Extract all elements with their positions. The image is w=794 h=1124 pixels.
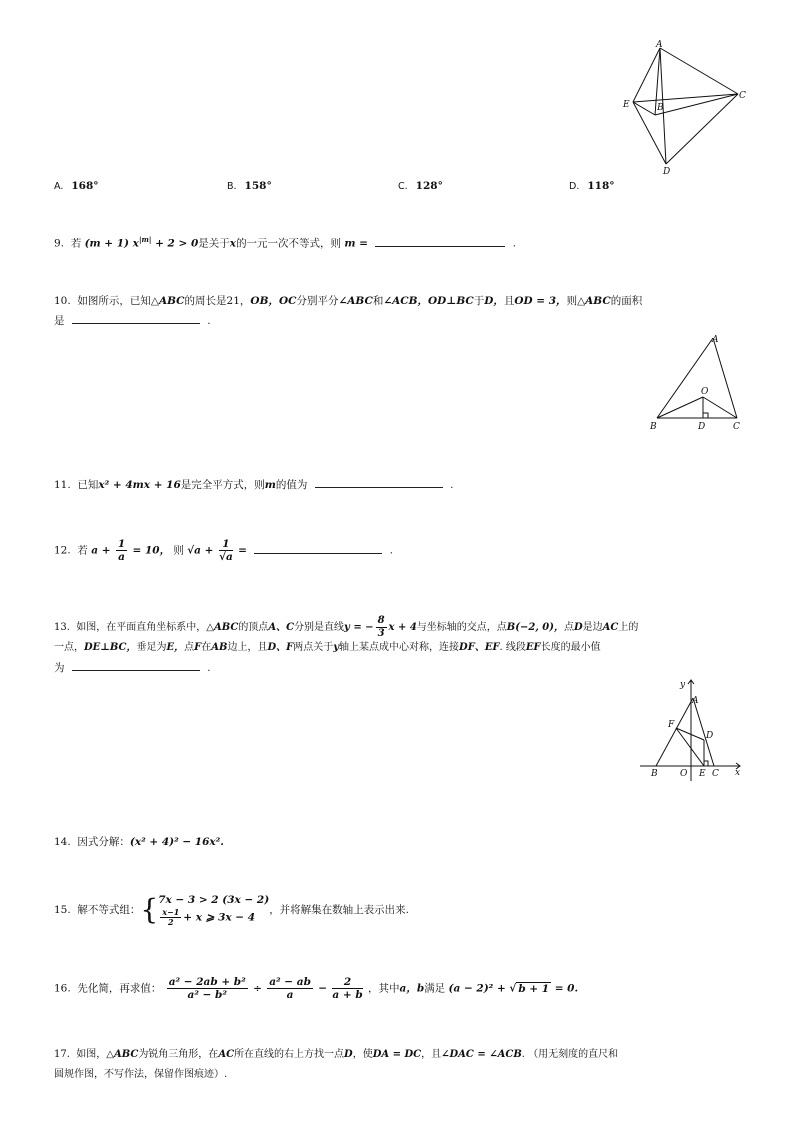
q13-figure <box>636 676 748 786</box>
q13-label-D: D <box>706 731 714 741</box>
question-13-line3: 为 . <box>54 659 211 676</box>
q13-label-B: B <box>651 769 658 779</box>
q8-label-E: E <box>623 100 630 110</box>
question-10-line2: 是 . <box>54 312 211 329</box>
question-16: 16. 先化简，再求值： $\frac{\text{a² − 2ab + b²}}{\text{a² − b²}}$ ÷ $\frac{\text{a² − ab}}{a}$ − $\frac{2}{a + b}$ ，其中a，b满足 (a − 2)² + √ b + 1 = 0. <box>54 976 579 1001</box>
q10-label-A: A <box>712 335 719 345</box>
q10-answer-blank[interactable] <box>72 312 200 324</box>
q10-label-D: D <box>698 422 706 432</box>
q13-label-y: y <box>680 680 686 690</box>
q10-label-O: O <box>701 387 709 397</box>
q12-answer-blank[interactable] <box>254 542 382 554</box>
question-13-line2: 一点，DE⊥BC，垂足为E，点F在AB边上，且D、F两点关于y轴上某点成中心对称，连接DF、EF. 线段EF长度的最小值 <box>54 642 601 653</box>
question-14: 14. 因式分解：(x² + 4)² − 16x². <box>54 836 224 848</box>
q9-answer-blank[interactable] <box>375 235 505 247</box>
q10-label-B: B <box>650 422 657 432</box>
question-9: 9. 若 (m + 1) $x^{|m|} + 2 > 0$是关于x的一元一次不等式，则 m = . <box>54 235 517 250</box>
q8-option-b: B. 158° <box>227 180 272 192</box>
q13-label-F: F <box>668 720 675 730</box>
q8-label-B: B <box>657 103 664 113</box>
q8-option-a: A. 168° <box>54 180 99 192</box>
q10-label-C: C <box>733 422 740 432</box>
question-17-line2: 圆规作图，不写作法，保留作图痕迹）. <box>54 1069 228 1080</box>
question-17: 17. 如图，△ABC为锐角三角形，在AC所在直线的右上方找一点D，使DA = DC，且∠DAC = ∠ACB. （用无刻度的直尺和 <box>54 1049 619 1060</box>
q13-label-A: A <box>692 696 699 706</box>
question-15: 15. 解不等式组：{ 7x − 3 > 2 (3x − 2) $\frac{x-1}{2}$ + x ⩾ 3x − 4 ，并将解集在数轴上表示出来. <box>54 893 410 927</box>
question-11: 11. 已知x² + 4mx + 16是完全平方式，则m的值为 . <box>54 476 453 493</box>
q10-figure <box>645 330 750 435</box>
q8-label-A: A <box>656 40 663 50</box>
q13-answer-blank[interactable] <box>72 659 200 671</box>
q13-label-E: E <box>699 769 706 779</box>
q8-option-d: D. 118° <box>569 180 615 192</box>
q8-figure <box>618 38 748 178</box>
q8-label-C: C <box>739 91 746 101</box>
q8-label-D: D <box>663 167 671 177</box>
q13-label-x: x <box>735 768 741 778</box>
q8-option-c: C. 128° <box>398 180 443 192</box>
question-13: 13. 如图，在平面直角坐标系中，△ABC的顶点A、C分别是直线y = − $\frac{8}{3}$ x + 4与坐标轴的交点，点B(−2, 0)，点D是边AC上的 <box>54 615 639 639</box>
q11-answer-blank[interactable] <box>315 476 443 488</box>
question-10: 10. 如图所示，已知△ABC的周长是21，OB，OC分别平分∠ABC和∠ACB，OD⊥BC于D，且OD = 3，则△ABC的面积 <box>54 295 643 307</box>
q13-label-C: C <box>712 769 719 779</box>
q13-label-O: O <box>680 769 688 779</box>
question-12: 12. 若 a + $\frac{1}{a}$ = 10， 则 √a + $\frac{1}{√a}$ = . <box>54 538 393 563</box>
